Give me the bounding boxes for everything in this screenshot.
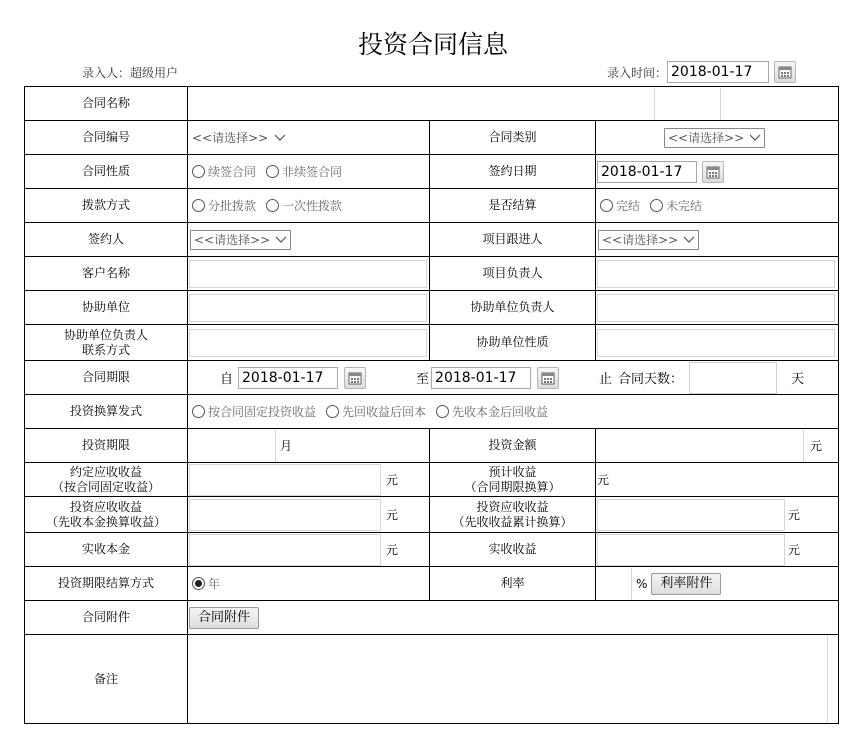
label-expected-income-line2: （合同期限换算） xyxy=(464,479,561,494)
radio-year[interactable] xyxy=(192,575,220,592)
assist-contact-cell xyxy=(188,325,430,361)
calendar-icon[interactable] xyxy=(344,367,366,389)
sign-date-input[interactable]: 2018-01-17 xyxy=(597,161,697,183)
entry-person-value: 超级用户 xyxy=(130,66,179,80)
label-payment-method: 拨款方式 xyxy=(25,189,188,223)
customer-name-cell xyxy=(188,257,430,291)
contract-name-cell xyxy=(188,87,839,121)
signer-select-value: <<请选择>> xyxy=(194,232,271,247)
label-contract-nature: 合同性质 xyxy=(25,155,188,189)
days-unit: 天 xyxy=(791,372,805,387)
radio-label: 续签合同 xyxy=(208,165,257,179)
entry-time-input[interactable]: 2018-01-17 xyxy=(667,61,769,83)
contract-days-label: 合同天数： xyxy=(618,372,684,387)
label-agreed-income-line1: 约定应收收益 xyxy=(69,464,142,479)
percent-unit: % xyxy=(636,576,648,591)
radio-settled[interactable] xyxy=(600,197,640,214)
label-actual-income: 实收收益 xyxy=(430,533,596,567)
yuan-unit: 元 xyxy=(788,508,801,522)
label-assist-unit: 协助单位 xyxy=(25,291,188,325)
label-invest-receivable-b-line2: （先收收益累计换算） xyxy=(452,514,573,529)
radio-circle[interactable] xyxy=(192,165,205,178)
label-rate: 利率 xyxy=(430,567,596,601)
page-title: 投资合同信息 xyxy=(357,30,508,59)
label-contract-no: 合同编号 xyxy=(25,121,188,155)
radio-label: 一次性拨款 xyxy=(282,199,343,213)
payment-method-cell xyxy=(188,189,430,223)
radio-label: 先回收益后回本 xyxy=(342,405,427,419)
contract-name-input-part[interactable] xyxy=(654,88,720,120)
chevron-down-icon xyxy=(274,134,286,142)
radio-circle[interactable] xyxy=(326,405,339,418)
signer-select[interactable] xyxy=(190,230,291,250)
sign-date-cell xyxy=(596,155,839,189)
radio-circle[interactable] xyxy=(192,199,205,212)
rate-cell xyxy=(596,567,839,601)
label-remarks: 备注 xyxy=(25,635,188,724)
agreed-income-cell xyxy=(188,463,430,497)
contract-period-cell xyxy=(188,361,839,395)
rate-attachment-button[interactable]: 利率附件 xyxy=(651,573,721,595)
month-unit: 月 xyxy=(280,439,293,453)
radio-circle[interactable] xyxy=(436,405,449,418)
project-manager-input[interactable] xyxy=(597,260,835,288)
entry-time-label: 录入时间： xyxy=(607,65,668,80)
radio-fixed-income[interactable] xyxy=(192,403,316,420)
customer-name-input[interactable] xyxy=(189,260,427,288)
assist-contact-input[interactable] xyxy=(189,329,427,357)
radio-circle[interactable] xyxy=(266,165,279,178)
label-agreed-income xyxy=(25,463,188,497)
radio-label: 按合同固定投资收益 xyxy=(208,405,317,419)
label-contract-period: 合同期限 xyxy=(25,361,188,395)
remarks-cell xyxy=(188,635,839,724)
label-actual-principal: 实收本金 xyxy=(25,533,188,567)
period-to-label: 至 xyxy=(416,372,430,387)
calc-method-cell xyxy=(188,395,839,429)
invest-receivable-b-cell xyxy=(596,497,839,533)
label-invest-receivable-a-line2: （先收本金换算收益） xyxy=(45,514,166,529)
period-stop-label: 止 xyxy=(599,372,613,387)
yuan-unit: 元 xyxy=(810,439,823,453)
project-follower-select[interactable] xyxy=(598,230,699,250)
label-assist-contact-line1: 协助单位负责人 xyxy=(63,327,148,342)
expected-income-cell xyxy=(596,463,839,497)
invest-amount-cell xyxy=(596,429,839,463)
contract-type-select-value: <<请选择>> xyxy=(668,130,745,145)
yuan-unit: 元 xyxy=(386,508,399,522)
assist-unit-manager-input[interactable] xyxy=(597,294,835,322)
chevron-down-icon xyxy=(749,134,761,142)
actual-income-cell xyxy=(596,533,839,567)
radio-label: 先收本金后回收益 xyxy=(452,405,549,419)
label-expected-income-line1: 预计收益 xyxy=(488,464,537,479)
contract-no-select-value: <<请选择>> xyxy=(192,131,269,145)
project-follower-cell xyxy=(596,223,839,257)
invest-receivable-a-input[interactable] xyxy=(189,499,381,531)
settle-method-cell xyxy=(188,567,430,601)
label-assist-contact-line2: 联系方式 xyxy=(81,342,130,357)
project-follower-select-value: <<请选择>> xyxy=(602,232,679,247)
rate-input[interactable] xyxy=(596,568,632,600)
entry-person xyxy=(82,64,178,81)
radio-circle[interactable] xyxy=(192,405,205,418)
label-invest-receivable-a-line1: 投资应收收益 xyxy=(69,499,142,514)
contract-name-input-extra[interactable] xyxy=(720,88,838,120)
label-assist-unit-nature: 协助单位性质 xyxy=(430,325,596,361)
invest-period-cell xyxy=(188,429,430,463)
assist-unit-cell xyxy=(188,291,430,325)
period-end-input[interactable]: 2018-01-17 xyxy=(431,367,531,389)
radio-unsettled[interactable] xyxy=(650,197,702,214)
signer-cell xyxy=(188,223,430,257)
label-project-manager: 项目负责人 xyxy=(430,257,596,291)
label-invest-period: 投资期限 xyxy=(25,429,188,463)
yuan-unit: 元 xyxy=(386,543,399,557)
contract-attachment-button[interactable]: 合同附件 xyxy=(189,607,259,629)
yuan-unit: 元 xyxy=(597,473,610,487)
label-is-settled: 是否结算 xyxy=(430,189,596,223)
radio-renewal[interactable] xyxy=(192,163,256,180)
calendar-icon[interactable] xyxy=(702,161,724,183)
label-project-follower: 项目跟进人 xyxy=(430,223,596,257)
remarks-textarea[interactable] xyxy=(188,636,828,723)
assist-unit-manager-cell xyxy=(596,291,839,325)
invest-period-input[interactable] xyxy=(188,430,276,462)
invest-receivable-b-input[interactable] xyxy=(597,499,785,531)
period-start-input[interactable]: 2018-01-17 xyxy=(238,367,338,389)
radio-label: 分批拨款 xyxy=(208,199,257,213)
assist-unit-nature-cell xyxy=(596,325,839,361)
invest-amount-input[interactable] xyxy=(596,430,804,462)
is-settled-cell xyxy=(596,189,839,223)
yuan-unit: 元 xyxy=(386,473,399,487)
radio-non-renewal[interactable] xyxy=(266,163,342,180)
radio-label: 完结 xyxy=(616,199,641,213)
radio-label: 非续签合同 xyxy=(282,165,343,179)
chevron-down-icon xyxy=(275,236,287,244)
entry-person-label: 录入人： xyxy=(82,66,131,80)
yuan-unit: 元 xyxy=(788,543,801,557)
label-invest-receivable-b-line1: 投资应收收益 xyxy=(476,499,549,514)
radio-label: 年 xyxy=(208,577,221,591)
contract-no-select[interactable] xyxy=(192,129,286,146)
radio-income-first[interactable] xyxy=(326,403,426,420)
calendar-icon[interactable] xyxy=(537,367,559,389)
contract-form xyxy=(24,86,839,724)
label-invest-receivable-a xyxy=(25,497,188,533)
label-expected-income xyxy=(430,463,596,497)
label-invest-receivable-b xyxy=(430,497,596,533)
radio-circle[interactable] xyxy=(650,199,663,212)
label-customer-name: 客户名称 xyxy=(25,257,188,291)
contract-no-cell xyxy=(188,121,430,155)
radio-circle[interactable] xyxy=(600,199,613,212)
actual-income-input[interactable] xyxy=(597,534,785,566)
entry-time xyxy=(607,61,796,83)
assist-unit-nature-input[interactable] xyxy=(597,329,835,357)
actual-principal-input[interactable] xyxy=(189,534,381,566)
radio-batch-payment[interactable] xyxy=(192,197,256,214)
contract-nature-cell xyxy=(188,155,430,189)
label-agreed-income-line2: （按合同固定收益） xyxy=(51,479,160,494)
contract-attachment-cell xyxy=(188,601,839,635)
agreed-income-input[interactable] xyxy=(189,464,381,496)
label-invest-amount: 投资金额 xyxy=(430,429,596,463)
label-calc-method: 投资换算发式 xyxy=(25,395,188,429)
radio-circle[interactable] xyxy=(192,577,205,590)
contract-name-input[interactable] xyxy=(188,88,654,120)
contract-type-cell xyxy=(596,121,839,155)
radio-circle[interactable] xyxy=(266,199,279,212)
radio-label: 未完结 xyxy=(666,199,703,213)
radio-lump-payment[interactable] xyxy=(266,197,342,214)
label-settle-method: 投资期限结算方式 xyxy=(25,567,188,601)
label-signer: 签约人 xyxy=(25,223,188,257)
label-contract-attachment: 合同附件 xyxy=(25,601,188,635)
label-sign-date: 签约日期 xyxy=(430,155,596,189)
project-manager-cell xyxy=(596,257,839,291)
contract-type-select[interactable] xyxy=(664,128,765,148)
chevron-down-icon xyxy=(683,236,695,244)
assist-unit-input[interactable] xyxy=(189,294,427,322)
invest-receivable-a-cell xyxy=(188,497,430,533)
label-assist-contact xyxy=(25,325,188,361)
label-contract-name: 合同名称 xyxy=(25,87,188,121)
contract-days-input[interactable] xyxy=(689,362,777,394)
label-contract-type: 合同类别 xyxy=(430,121,596,155)
calendar-icon[interactable] xyxy=(774,61,796,83)
period-from-label: 自 xyxy=(220,372,234,387)
actual-principal-cell xyxy=(188,533,430,567)
radio-principal-first[interactable] xyxy=(436,403,548,420)
label-assist-unit-manager: 协助单位负责人 xyxy=(430,291,596,325)
